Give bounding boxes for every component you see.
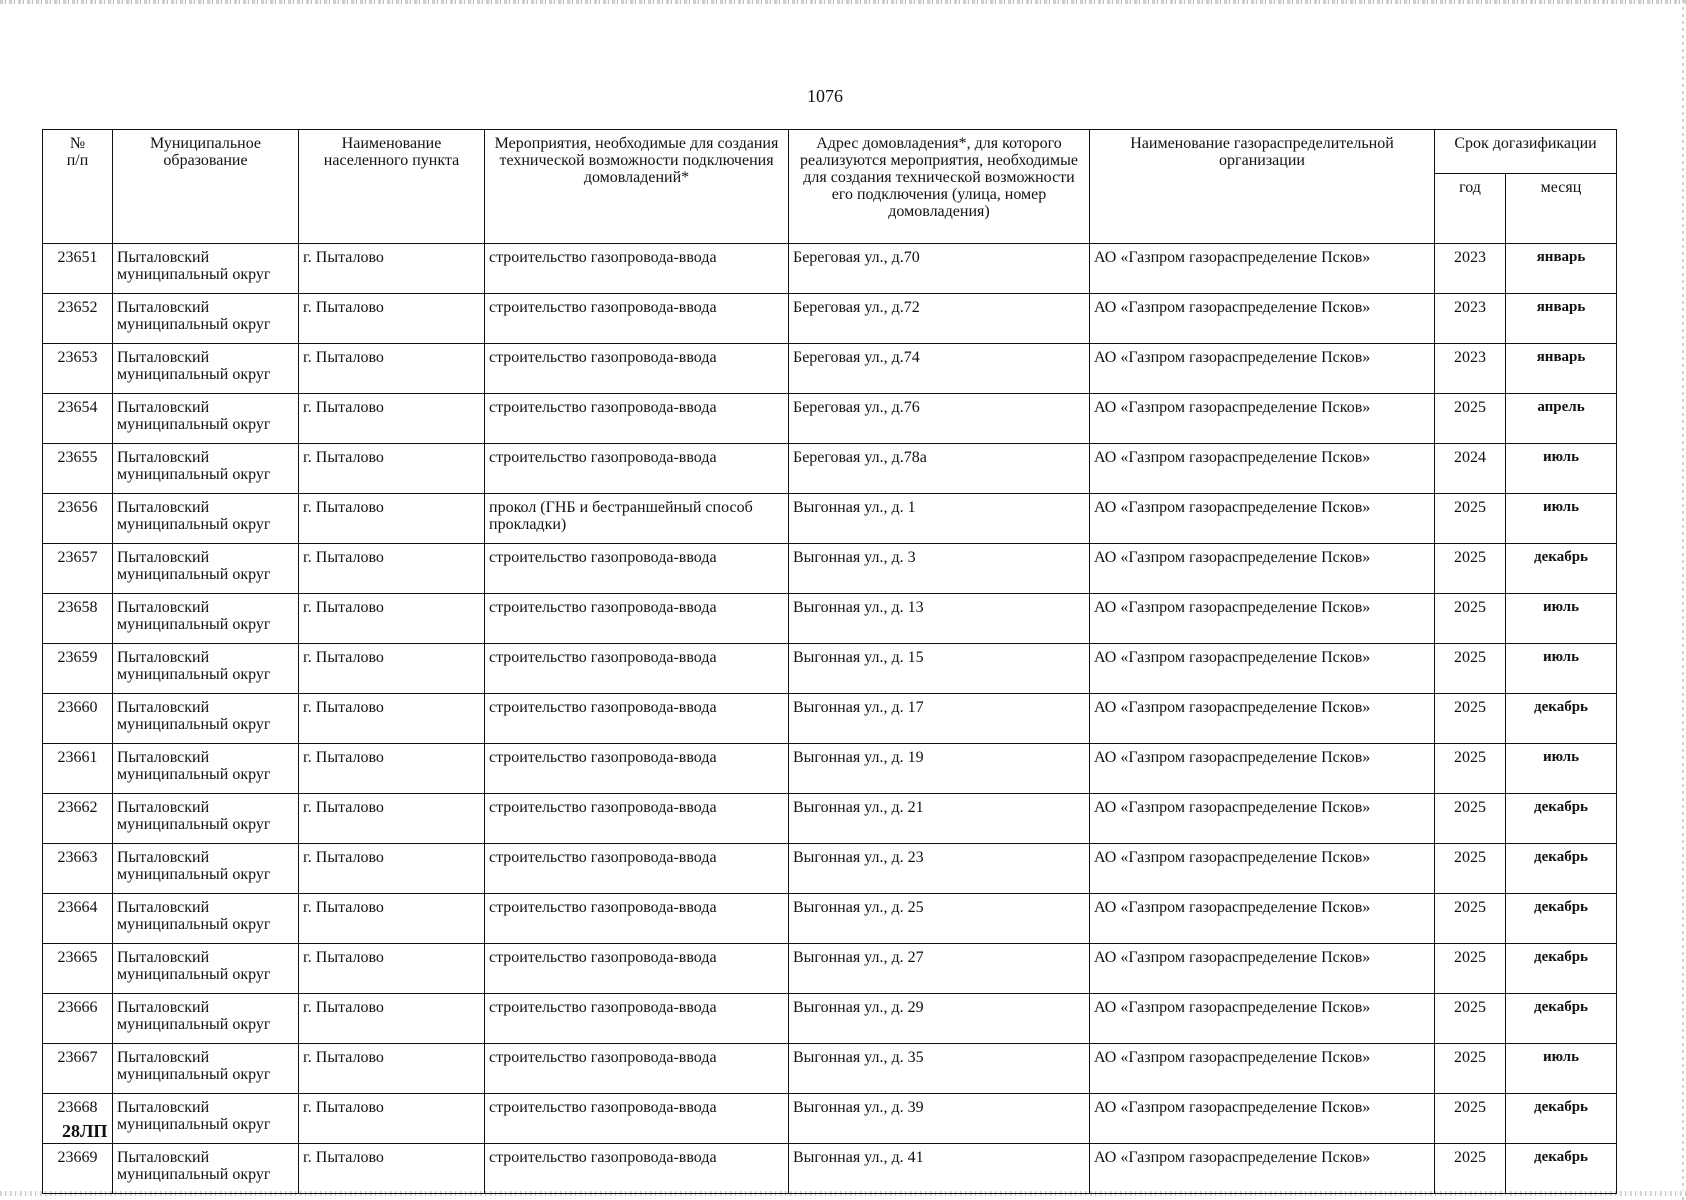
- cell-year: 2025: [1435, 694, 1506, 744]
- cell-settlement: г. Пыталово: [299, 1144, 485, 1194]
- cell-year: 2023: [1435, 344, 1506, 394]
- cell-month: декабрь: [1506, 694, 1617, 744]
- cell-year: 2023: [1435, 294, 1506, 344]
- cell-settlement: г. Пыталово: [299, 344, 485, 394]
- header-address: Адрес домовладения*, для которого реализуются мероприятия, необходимые для создания технической возможности его подключения (улица, номер домовладения): [789, 130, 1090, 244]
- cell-measure: строительство газопровода-ввода: [485, 1094, 789, 1144]
- cell-address: Выгонная ул., д. 29: [789, 994, 1090, 1044]
- header-municipality: Муниципальное образование: [113, 130, 299, 244]
- cell-organization: АО «Газпром газораспределение Псков»: [1090, 444, 1435, 494]
- cell-num: 23660: [43, 694, 113, 744]
- cell-num: 23667: [43, 1044, 113, 1094]
- table-row: [43, 1144, 1617, 1194]
- cell-year: 2025: [1435, 644, 1506, 694]
- cell-num: 23657: [43, 544, 113, 594]
- cell-municipality: Пыталовский муниципальный округ: [113, 1044, 299, 1094]
- cell-month: декабрь: [1506, 794, 1617, 844]
- cell-address: Выгонная ул., д. 3: [789, 544, 1090, 594]
- cell-municipality: Пыталовский муниципальный округ: [113, 494, 299, 544]
- cell-month: июль: [1506, 444, 1617, 494]
- cell-organization: АО «Газпром газораспределение Псков»: [1090, 244, 1435, 294]
- scan-edge-top: [0, 0, 1686, 4]
- cell-municipality: Пыталовский муниципальный округ: [113, 244, 299, 294]
- cell-year: 2025: [1435, 944, 1506, 994]
- cell-num: 23653: [43, 344, 113, 394]
- header-measures: Мероприятия, необходимые для создания технической возможности подключения домовладений*: [485, 130, 789, 244]
- cell-year: 2025: [1435, 894, 1506, 944]
- cell-num: 23665: [43, 944, 113, 994]
- cell-year: 2025: [1435, 494, 1506, 544]
- cell-measure: строительство газопровода-ввода: [485, 744, 789, 794]
- cell-num: 23658: [43, 594, 113, 644]
- scan-edge-right: [1682, 0, 1684, 1200]
- cell-measure: строительство газопровода-ввода: [485, 394, 789, 444]
- footer-code: 28ЛП: [62, 1121, 108, 1141]
- cell-organization: АО «Газпром газораспределение Псков»: [1090, 944, 1435, 994]
- cell-month: июль: [1506, 594, 1617, 644]
- cell-measure: строительство газопровода-ввода: [485, 594, 789, 644]
- header-organization: Наименование газораспределительной организации: [1090, 130, 1435, 244]
- cell-address: Выгонная ул., д. 15: [789, 644, 1090, 694]
- table-row: [43, 994, 1617, 1044]
- cell-settlement: г. Пыталово: [299, 294, 485, 344]
- cell-organization: АО «Газпром газораспределение Псков»: [1090, 744, 1435, 794]
- cell-municipality: Пыталовский муниципальный округ: [113, 294, 299, 344]
- cell-year: 2025: [1435, 844, 1506, 894]
- cell-municipality: Пыталовский муниципальный округ: [113, 894, 299, 944]
- cell-year: 2025: [1435, 744, 1506, 794]
- table-row: [43, 244, 1617, 294]
- cell-settlement: г. Пыталово: [299, 1094, 485, 1144]
- cell-address: Береговая ул., д.76: [789, 394, 1090, 444]
- cell-measure: строительство газопровода-ввода: [485, 344, 789, 394]
- cell-year: 2025: [1435, 1094, 1506, 1144]
- cell-address: Выгонная ул., д. 1: [789, 494, 1090, 544]
- cell-year: 2025: [1435, 594, 1506, 644]
- cell-settlement: г. Пыталово: [299, 494, 485, 544]
- cell-month: июль: [1506, 494, 1617, 544]
- cell-municipality: Пыталовский муниципальный округ: [113, 994, 299, 1044]
- cell-num: 23654: [43, 394, 113, 444]
- table-row: [43, 844, 1617, 894]
- cell-settlement: г. Пыталово: [299, 594, 485, 644]
- cell-address: Береговая ул., д.74: [789, 344, 1090, 394]
- table-row: [43, 1094, 1617, 1144]
- cell-measure: строительство газопровода-ввода: [485, 694, 789, 744]
- header-settlement: Наименование населенного пункта: [299, 130, 485, 244]
- cell-organization: АО «Газпром газораспределение Псков»: [1090, 394, 1435, 444]
- cell-year: 2025: [1435, 1044, 1506, 1094]
- cell-municipality: Пыталовский муниципальный округ: [113, 644, 299, 694]
- cell-num: 23666: [43, 994, 113, 1044]
- cell-settlement: г. Пыталово: [299, 844, 485, 894]
- page-number: 1076: [807, 86, 843, 106]
- cell-address: Выгонная ул., д. 17: [789, 694, 1090, 744]
- cell-num: 23663: [43, 844, 113, 894]
- cell-organization: АО «Газпром газораспределение Псков»: [1090, 294, 1435, 344]
- cell-month: декабрь: [1506, 1094, 1617, 1144]
- cell-month: июль: [1506, 644, 1617, 694]
- cell-measure: строительство газопровода-ввода: [485, 894, 789, 944]
- cell-month: декабрь: [1506, 994, 1617, 1044]
- cell-num: 23664: [43, 894, 113, 944]
- cell-year: 2025: [1435, 394, 1506, 444]
- cell-municipality: Пыталовский муниципальный округ: [113, 844, 299, 894]
- table-row: [43, 444, 1617, 494]
- header-month: месяц: [1506, 174, 1617, 244]
- cell-measure: прокол (ГНБ и бестраншейный способ прокладки): [485, 494, 789, 544]
- cell-measure: строительство газопровода-ввода: [485, 944, 789, 994]
- cell-organization: АО «Газпром газораспределение Псков»: [1090, 1044, 1435, 1094]
- cell-month: декабрь: [1506, 894, 1617, 944]
- table-row: [43, 1044, 1617, 1094]
- header-deadline: Срок догазификации: [1435, 130, 1617, 174]
- cell-municipality: Пыталовский муниципальный округ: [113, 344, 299, 394]
- cell-settlement: г. Пыталово: [299, 694, 485, 744]
- cell-address: Выгонная ул., д. 23: [789, 844, 1090, 894]
- table-row: [43, 894, 1617, 944]
- cell-month: декабрь: [1506, 844, 1617, 894]
- cell-address: Выгонная ул., д. 35: [789, 1044, 1090, 1094]
- cell-organization: АО «Газпром газораспределение Псков»: [1090, 1144, 1435, 1194]
- cell-num: 23659: [43, 644, 113, 694]
- table-row: [43, 544, 1617, 594]
- cell-num: 23668: [43, 1094, 113, 1144]
- cell-address: Береговая ул., д.72: [789, 294, 1090, 344]
- cell-num: 23661: [43, 744, 113, 794]
- cell-measure: строительство газопровода-ввода: [485, 794, 789, 844]
- cell-organization: АО «Газпром газораспределение Псков»: [1090, 844, 1435, 894]
- table-row: [43, 644, 1617, 694]
- cell-municipality: Пыталовский муниципальный округ: [113, 944, 299, 994]
- cell-year: 2025: [1435, 544, 1506, 594]
- cell-organization: АО «Газпром газораспределение Псков»: [1090, 344, 1435, 394]
- table-row: [43, 594, 1617, 644]
- cell-month: апрель: [1506, 394, 1617, 444]
- cell-month: июль: [1506, 744, 1617, 794]
- cell-address: Выгонная ул., д. 21: [789, 794, 1090, 844]
- cell-organization: АО «Газпром газораспределение Псков»: [1090, 544, 1435, 594]
- table-row: [43, 744, 1617, 794]
- cell-month: декабрь: [1506, 1144, 1617, 1194]
- cell-municipality: Пыталовский муниципальный округ: [113, 744, 299, 794]
- header-num: № п/п: [43, 130, 113, 244]
- cell-settlement: г. Пыталово: [299, 744, 485, 794]
- cell-municipality: Пыталовский муниципальный округ: [113, 394, 299, 444]
- cell-measure: строительство газопровода-ввода: [485, 294, 789, 344]
- gasification-table: [42, 129, 1617, 1194]
- cell-municipality: Пыталовский муниципальный округ: [113, 694, 299, 744]
- cell-settlement: г. Пыталово: [299, 544, 485, 594]
- cell-measure: строительство газопровода-ввода: [485, 844, 789, 894]
- cell-month: январь: [1506, 294, 1617, 344]
- cell-municipality: Пыталовский муниципальный округ: [113, 544, 299, 594]
- cell-year: 2025: [1435, 794, 1506, 844]
- cell-settlement: г. Пыталово: [299, 944, 485, 994]
- cell-measure: строительство газопровода-ввода: [485, 994, 789, 1044]
- cell-organization: АО «Газпром газораспределение Псков»: [1090, 994, 1435, 1044]
- cell-num: 23662: [43, 794, 113, 844]
- header-year: год: [1435, 174, 1506, 244]
- cell-num: 23655: [43, 444, 113, 494]
- cell-settlement: г. Пыталово: [299, 394, 485, 444]
- cell-num: 23656: [43, 494, 113, 544]
- cell-measure: строительство газопровода-ввода: [485, 644, 789, 694]
- cell-num: 23652: [43, 294, 113, 344]
- cell-municipality: Пыталовский муниципальный округ: [113, 594, 299, 644]
- cell-address: Выгонная ул., д. 19: [789, 744, 1090, 794]
- cell-year: 2023: [1435, 244, 1506, 294]
- cell-address: Береговая ул., д.70: [789, 244, 1090, 294]
- cell-address: Выгонная ул., д. 25: [789, 894, 1090, 944]
- table-body: [43, 244, 1617, 1194]
- cell-organization: АО «Газпром газораспределение Псков»: [1090, 594, 1435, 644]
- cell-num: 23669: [43, 1144, 113, 1194]
- cell-organization: АО «Газпром газораспределение Псков»: [1090, 1094, 1435, 1144]
- cell-organization: АО «Газпром газораспределение Псков»: [1090, 644, 1435, 694]
- cell-organization: АО «Газпром газораспределение Псков»: [1090, 794, 1435, 844]
- table-row: [43, 694, 1617, 744]
- cell-address: Выгонная ул., д. 27: [789, 944, 1090, 994]
- cell-address: Береговая ул., д.78а: [789, 444, 1090, 494]
- cell-measure: строительство газопровода-ввода: [485, 544, 789, 594]
- cell-month: январь: [1506, 244, 1617, 294]
- cell-settlement: г. Пыталово: [299, 994, 485, 1044]
- cell-address: Выгонная ул., д. 41: [789, 1144, 1090, 1194]
- cell-num: 23651: [43, 244, 113, 294]
- table-row: [43, 394, 1617, 444]
- cell-municipality: Пыталовский муниципальный округ: [113, 1094, 299, 1144]
- cell-settlement: г. Пыталово: [299, 244, 485, 294]
- cell-year: 2024: [1435, 444, 1506, 494]
- cell-measure: строительство газопровода-ввода: [485, 444, 789, 494]
- cell-year: 2025: [1435, 994, 1506, 1044]
- cell-address: Выгонная ул., д. 13: [789, 594, 1090, 644]
- table-row: [43, 944, 1617, 994]
- table-row: [43, 294, 1617, 344]
- cell-organization: АО «Газпром газораспределение Псков»: [1090, 494, 1435, 544]
- table-row: [43, 794, 1617, 844]
- cell-settlement: г. Пыталово: [299, 644, 485, 694]
- cell-month: январь: [1506, 344, 1617, 394]
- cell-measure: строительство газопровода-ввода: [485, 1044, 789, 1094]
- cell-settlement: г. Пыталово: [299, 894, 485, 944]
- cell-month: декабрь: [1506, 544, 1617, 594]
- cell-organization: АО «Газпром газораспределение Псков»: [1090, 694, 1435, 744]
- cell-settlement: г. Пыталово: [299, 1044, 485, 1094]
- table-header: [43, 130, 1617, 244]
- cell-month: декабрь: [1506, 944, 1617, 994]
- table-row: [43, 494, 1617, 544]
- cell-measure: строительство газопровода-ввода: [485, 244, 789, 294]
- cell-measure: строительство газопровода-ввода: [485, 1144, 789, 1194]
- cell-address: Выгонная ул., д. 39: [789, 1094, 1090, 1144]
- cell-municipality: Пыталовский муниципальный округ: [113, 444, 299, 494]
- cell-month: июль: [1506, 1044, 1617, 1094]
- table-row: [43, 344, 1617, 394]
- cell-organization: АО «Газпром газораспределение Псков»: [1090, 894, 1435, 944]
- cell-municipality: Пыталовский муниципальный округ: [113, 794, 299, 844]
- cell-settlement: г. Пыталово: [299, 444, 485, 494]
- cell-settlement: г. Пыталово: [299, 794, 485, 844]
- cell-year: 2025: [1435, 1144, 1506, 1194]
- cell-municipality: Пыталовский муниципальный округ: [113, 1144, 299, 1194]
